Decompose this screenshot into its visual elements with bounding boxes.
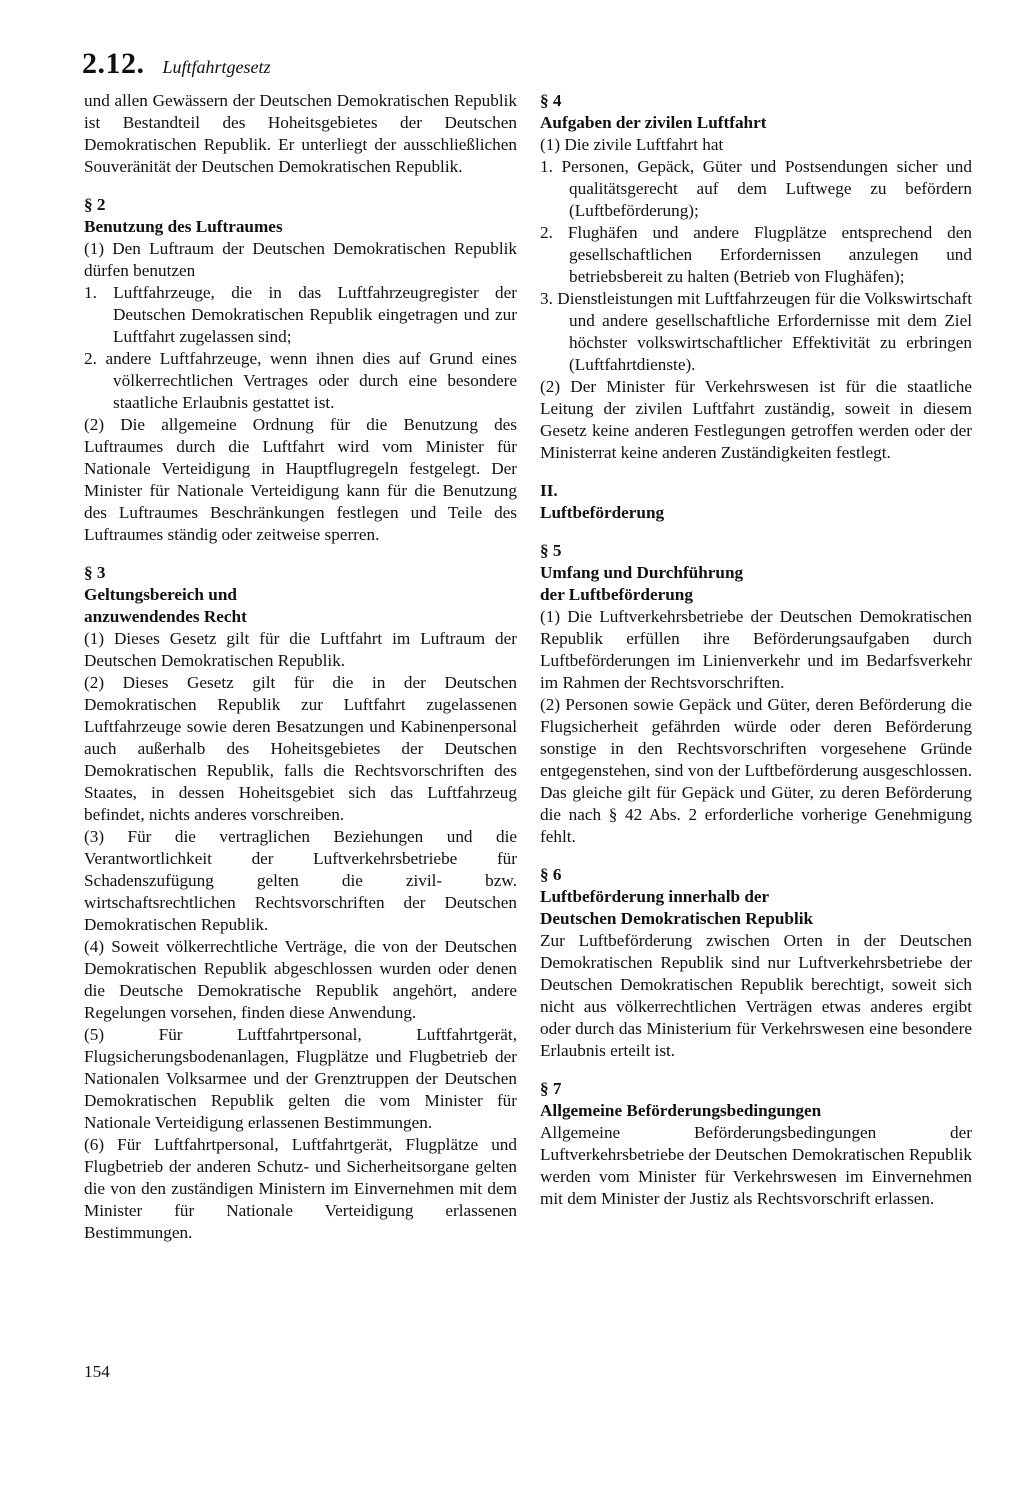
paragraph: (1) Die Luftverkehrsbetriebe der Deutschen Demokratischen Republik erfüllen ihre Beförderungsaufgaben durch Luftbeförderungen im Linienverkehr und im Bedarfsverkehr im Rahmen der Rechtsvorschriften. (540, 607, 972, 692)
paragraph: (1) Die zivile Luftfahrt hat (540, 135, 724, 154)
section-heading-line2: anzuwendendes Recht (84, 607, 247, 626)
section-heading-line2: der Luftbeförderung (540, 585, 693, 604)
section-heading-line1: Umfang und Durchführung (540, 563, 744, 582)
section-7 (540, 1078, 972, 1210)
section-5 (540, 540, 972, 848)
section-number: § 7 (540, 1079, 562, 1098)
paragraph: (1) Den Luftraum der Deutschen Demokratischen Republik dürfen benutzen (84, 239, 517, 280)
section-6 (540, 864, 972, 1062)
section-4 (540, 90, 972, 464)
paragraph: (1) Dieses Gesetz gilt für die Luftfahrt im Luftraum der Deutschen Demokratischen Republik. (84, 629, 517, 670)
page-number: 154 (84, 1362, 110, 1381)
list-item: 2. Flughäfen und andere Flugplätze entsprechend den gesellschaftlichen Erfordernissen anzulegen und betriebsbereit zu halten (Betrieb von Flughäfen); (540, 223, 972, 286)
part-2 (540, 480, 972, 524)
list-item: 3. Dienstleistungen mit Luftfahrzeugen für die Volkswirtschaft und andere gesellschaftliche Erfordernisse mit dem Ziel höchster volkswirtschaftlicher Effektivität zu erbringen (Luftfahrtdienste). (540, 289, 972, 374)
section-heading: Aufgaben der zivilen Luftfahrt (540, 113, 767, 132)
right-column (540, 90, 972, 1210)
left-column (84, 90, 517, 1244)
paragraph: (2) Die allgemeine Ordnung für die Benutzung des Luftraumes durch die Luftfahrt wird vom Minister für Nationale Verteidigung in Hauptflugregeln festgelegt. Der Minister für Nationale Verteidigung kann für die Benutzung des Luftraumes Beschränkungen festlegen und Teile des Luftraumes ständig oder zeitweise sperren. (84, 415, 517, 544)
section-number: § 5 (540, 541, 562, 560)
part-heading: Luftbeförderung (540, 503, 665, 522)
paragraph: (4) Soweit völkerrechtliche Verträge, die von der Deutschen Demokratischen Republik abgeschlossen wurden oder denen die Deutsche Demokratische Republik angehört, andere Regelungen vorsehen, finden diese Anwendung. (84, 937, 517, 1022)
chapter-title: Luftfahrtgesetz (162, 57, 271, 77)
list-item: 1. Personen, Gepäck, Güter und Postsendungen sicher und qualitätsgerecht auf dem Luftwege zu befördern (Luftbeförderung); (540, 157, 972, 220)
section-heading-line2: Deutschen Demokratischen Republik (540, 909, 814, 928)
intro-paragraph: und allen Gewässern der Deutschen Demokratischen Republik ist Bestandteil des Hoheitsgebietes der Deutschen Demokratischen Republik. Er unterliegt der ausschließlichen Souveränität der Deutschen Demokratischen Republik. (84, 91, 517, 176)
paragraph: (2) Dieses Gesetz gilt für die in der Deutschen Demokratischen Republik zur Luftfahrt zugelassenen Luftfahrzeuge sowie deren Besatzungen und Kabinenpersonal auch außerhalb des Hoheitsgebietes der Deutschen Demokratischen Republik, falls die Rechtsvorschriften des Staates, in dessen Hoheitsgebiet sich das Luftfahrzeug befindet, nichts anderes vorschreiben. (84, 673, 517, 824)
page-header (82, 47, 271, 81)
paragraph: (2) Personen sowie Gepäck und Güter, deren Beförderung die Flugsicherheit gefährden würde oder deren Beförderung sonstige in den Rechtsvorschriften vorgesehene Gründe entgegenstehen, sind von der Luftbeförderung ausgeschlossen. Das gleiche gilt für Gepäck und Güter, zu deren Beförderung die nach § 42 Abs. 2 erforderliche vorherige Genehmigung fehlt. (540, 695, 972, 846)
intro-section (84, 90, 517, 178)
paragraph: (3) Für die vertraglichen Beziehungen und die Verantwortlichkeit der Luftverkehrsbetriebe für Schadenszufügung gelten die zivil- bzw. wirtschaftsrechtlichen Rechtsvorschriften der Deutschen Demokratischen Republik. (84, 827, 517, 934)
section-heading-line1: Luftbeförderung innerhalb der (540, 887, 770, 906)
chapter-number: 2.12. (82, 47, 145, 80)
section-heading: Benutzung des Luftraumes (84, 217, 283, 236)
paragraph: (2) Der Minister für Verkehrswesen ist für die staatliche Leitung der zivilen Luftfahrt zuständig, soweit in diesem Gesetz keine anderen Festlegungen getroffen werden oder der Ministerrat keine anderen Zuständigkeiten festlegt. (540, 377, 972, 462)
section-number: § 2 (84, 195, 106, 214)
section-number: § 3 (84, 563, 106, 582)
paragraph: (5) Für Luftfahrtpersonal, Luftfahrtgerät, Flugsicherungsbodenanlagen, Flugplätze und Flugbetrieb der Nationalen Volksarmee und der Grenztruppen der Deutschen Demokratischen Republik gelten die vom Minister für Nationale Verteidigung erlassenen Bestimmungen. (84, 1025, 517, 1132)
section-number: § 4 (540, 91, 562, 110)
section-number: § 6 (540, 865, 562, 884)
part-number: II. (540, 481, 558, 500)
list-item: 2. andere Luftfahrzeuge, wenn ihnen dies auf Grund eines völkerrechtlichen Vertrages oder durch eine besondere staatliche Erlaubnis gestattet ist. (84, 349, 517, 412)
section-3 (84, 562, 517, 1244)
section-heading-line1: Geltungsbereich und (84, 585, 237, 604)
section-heading: Allgemeine Beförderungsbedingungen (540, 1101, 822, 1120)
section-2 (84, 194, 517, 546)
paragraph: (6) Für Luftfahrtpersonal, Luftfahrtgerät, Flugplätze und Flugbetrieb der anderen Schutz- und Sicherheitsorgane gelten die von den zuständigen Ministern im Einvernehmen mit dem Minister für Nationale Verteidigung erlassenen Bestimmungen. (84, 1135, 517, 1242)
paragraph: Allgemeine Beförderungsbedingungen der Luftverkehrsbetriebe der Deutschen Demokratischen Republik werden vom Minister für Verkehrswesen im Einvernehmen mit dem Minister der Justiz als Rechtsvorschrift erlassen. (540, 1123, 972, 1208)
list-item: 1. Luftfahrzeuge, die in das Luftfahrzeugregister der Deutschen Demokratischen Republik eingetragen und zur Luftfahrt zugelassen sind; (84, 283, 517, 346)
paragraph: Zur Luftbeförderung zwischen Orten in der Deutschen Demokratischen Republik sind nur Luftverkehrsbetriebe der Deutschen Demokratischen Republik berechtigt, soweit sich nicht aus völkerrechtlichen Verträgen etwas anderes ergibt oder durch das Ministerium für Verkehrswesen eine besondere Erlaubnis erteilt ist. (540, 931, 972, 1060)
